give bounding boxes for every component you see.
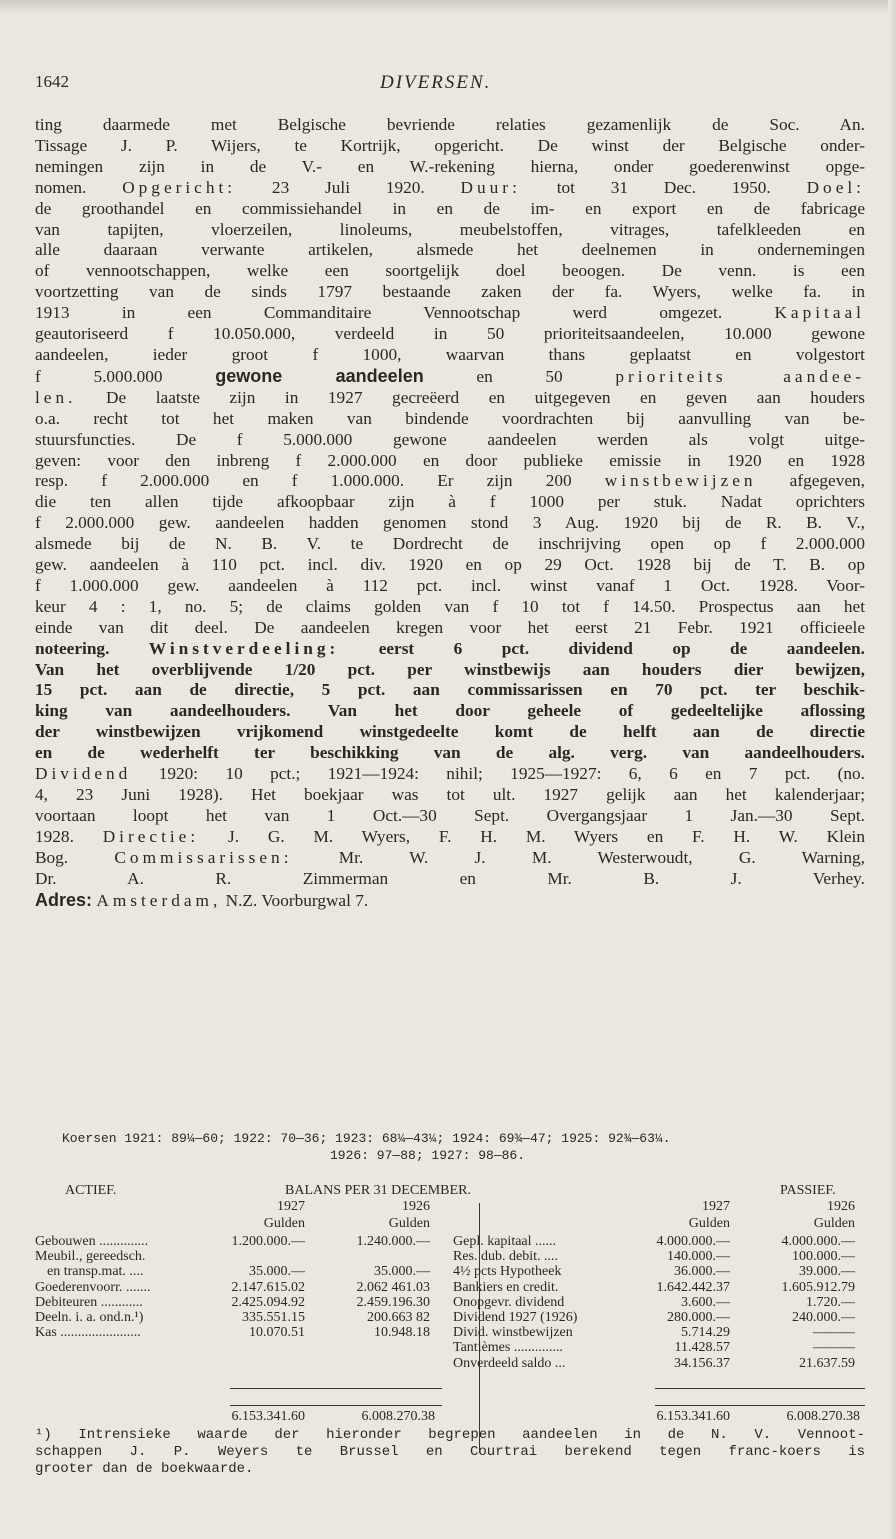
text-run: en de wederhelft ter beschikking van de alg. verg. van aandeelhouders. [35,743,865,763]
text-run: Mr. W. J. M. Westerwoudt, G. Warning, [292,847,865,867]
text-line [35,785,865,806]
text-line [35,324,865,345]
text-run: f 5.000.000 [35,366,216,386]
company-description [35,115,865,911]
passief-value-1926: ——— [813,1325,855,1341]
text-run: prioriteits aandee- [615,366,865,386]
text-run: Van het overblijvende 1/20 pct. per winstbewijs aan houders dier bewijzen, [35,659,865,679]
text-line [35,890,865,912]
actief-value-1926: 2.459.196.30 [356,1294,430,1310]
rule [655,1388,865,1389]
text-line [35,618,865,639]
passief-value-1927: 11.428.57 [674,1340,730,1356]
text-run: afgegeven, [756,471,865,491]
text-run: 1920: 10 pct.; 1921—1924: nihil; 1925—1927: 6, 6 en 7 pct. (no. [131,764,865,784]
text-line [35,576,865,597]
actief-value-1927: 35.000.— [249,1264,305,1280]
text-line [35,157,865,178]
price-history-line: Koersen 1921: 89¼—60; 1922: 70—36; 1923: 68¼—43¼; 1924: 69¾—47; 1925: 92¾—63¼. [62,1131,671,1146]
text-line [35,471,865,492]
text-run: Dividend [35,764,132,784]
text-run: en 50 [423,366,616,386]
text-run: king van aandeelhouders. Van het door geheele of gedeeltelijke aflossing [35,701,865,721]
passief-label: 4½ pcts Hypotheek [453,1264,562,1280]
page-top-edge [0,0,896,14]
text-run: geautoriseerd f 10.050.000, verdeeld in 50 prioriteitsaandeelen, 10.000 gewone [35,324,865,344]
text-run: van tapijten, vloerzeilen, linoleums, meubelstoffen, vitrages, tafelkleeden en [35,219,865,239]
passief-heading: PASSIEF. [780,1183,836,1198]
passief-value-1927: 3.600.— [681,1294,730,1310]
text-run: 1928. [35,826,103,846]
actief-value-1926: 1.240.000.— [356,1234,430,1249]
text-line [35,199,865,220]
actief-value-1926: 2.062 461.03 [356,1279,430,1295]
text-run: len. [35,387,77,407]
passief-label: Dividend 1927 (1926) [453,1310,578,1325]
year-header: 1926 [827,1199,855,1214]
unit-header: Gulden [263,1216,305,1231]
text-line [35,409,865,430]
text-run: Kapitaal [774,303,865,323]
text-line [35,827,865,848]
passief-value-1926: 1.605.912.79 [781,1279,855,1295]
unit-header: Gulden [688,1216,730,1231]
text-line [35,261,865,282]
actief-label: Kas ....................... [35,1325,141,1341]
text-line [35,240,865,261]
text-line [35,869,865,890]
passief-value-1926: ——— [813,1340,855,1356]
text-run: 1913 in een Commanditaire Vennootschap werd omgezet. [35,303,775,323]
text-line [35,660,865,681]
text-run: of vennootschappen, welke een soortgelijk doel beoogen. De venn. is een [35,261,865,281]
text-run: ting daarmede met Belgische bevriende relaties gezamenlijk de Soc. An. [35,115,865,134]
text-line [35,513,865,534]
text-run: f 2.000.000 gew. aandeelen hadden genomen stond 3 Aug. 1920 bij de R. B. V., [35,513,865,533]
text-run: alsmede bij de N. B. V. te Dordrecht de inschrijving open op f 2.000.000 [35,534,865,554]
text-run: 23 Juli 1920. [236,177,461,197]
running-title: DIVERSEN. [380,72,492,93]
text-run: Bog. [35,847,115,867]
text-line [35,345,865,366]
actief-label: Deeln. i. a. ond.n.¹) [35,1310,144,1325]
actief-value-1927: 2.425.094.92 [231,1294,305,1310]
passief-value-1927: 5.714.29 [681,1325,730,1341]
actief-label: Gebouwen .............. [35,1234,149,1249]
page-right-edge [888,0,896,1539]
page-header [35,72,865,102]
year-header: 1927 [277,1199,305,1214]
actief-label: en transp.mat. .... [47,1264,144,1280]
passief-label: Res. dub. debit. .... [453,1249,558,1265]
text-line [35,451,865,472]
actief-label: Debiteuren ............ [35,1294,143,1310]
footnote-line: grooter dan de boekwaarde. [35,1461,254,1477]
text-run: Directie: [102,826,200,846]
text-run: noteering. [35,638,149,658]
text-run: Commissarissen: [114,847,293,867]
text-line [35,848,865,869]
passief-value-1927: 1.642.442.37 [656,1279,730,1295]
passief-label: Onverdeeld saldo ... [453,1355,566,1371]
text-run: der winstbewijzen vrijkomend winstgedeelte komt de helft aan de directie [35,722,865,742]
text-run: 15 pct. aan de directie, 5 pct. aan commissarissen en 70 pct. ter beschik- [35,680,865,700]
text-run: Amsterdam, [96,890,222,910]
text-run: de groothandel en commissiehandel in en de im- en export en de fabricage [35,198,865,218]
text-run: nemingen zijn in de V.- en W.-rekening hierna, onder goederenwinst opge- [35,156,865,176]
rule [655,1405,865,1406]
text-line [35,597,865,618]
text-run: Opgericht: [122,177,237,197]
actief-total-1927: 6.153.341.60 [231,1409,305,1424]
passief-value-1927: 280.000.— [667,1310,730,1325]
actief-heading: ACTIEF. [65,1183,117,1198]
text-run: Doel: [806,177,865,197]
passief-value-1926: 1.720.— [806,1294,855,1310]
rule [230,1405,442,1406]
text-run: o.a. recht tot het maken van bindende voordrachten bij aanvulling van be- [35,408,865,428]
text-line [35,282,865,303]
text-run: Winstverdeeling: [148,638,340,658]
price-history [62,1130,862,1164]
passief-value-1927: 36.000.— [674,1264,730,1280]
text-run: nomen. [35,177,123,197]
balance-sheet [35,1183,865,1453]
text-run: Dr. A. R. Zimmerman en Mr. B. J. Verhey. [35,868,865,888]
balance-sheet-title: BALANS PER 31 DECEMBER. [285,1183,471,1198]
text-line [35,743,865,764]
text-run: 4, 23 Juni 1928). Het boekjaar was tot ult. 1927 gelijk aan het kalenderjaar; [35,785,865,804]
passief-value-1927: 34.156.37 [674,1355,730,1371]
rule [230,1388,442,1389]
text-line [35,555,865,576]
text-run: gew. aandeelen à 110 pct. incl. div. 1920 en op 29 Oct. 1928 bij de T. B. op [35,555,865,575]
text-line [35,220,865,241]
text-run: J. G. M. Wyers, F. H. M. Wyers en F. H. W. Klein [199,826,865,846]
passief-value-1927: 140.000.— [667,1249,730,1265]
text-run: Tissage J. P. Wijers, te Kortrijk, opgericht. De winst der Belgische onder- [35,135,865,155]
text-run: stuursfuncties. De f 5.000.000 gewone aandeelen werden als volgt uitge- [35,429,865,449]
text-run: aandeelen, ieder groot f 1000, waarvan thans geplaatst en volgestort [35,344,865,364]
text-line [35,492,865,513]
year-header: 1926 [402,1199,430,1214]
passief-label: Tantièmes .............. [453,1340,563,1356]
text-run: voortzetting van de sinds 1797 bestaande zaken der fa. Wyers, welke fa. in [35,282,865,302]
text-line [35,430,865,451]
text-line [35,388,865,409]
passief-value-1926: 100.000.— [792,1249,855,1265]
actief-value-1927: 1.200.000.— [231,1234,305,1249]
text-line [35,136,865,157]
text-line [35,764,865,785]
text-run: voortaan loopt het van 1 Oct.—30 Sept. Overgangsjaar 1 Jan.—30 Sept. [35,805,865,825]
passief-total-1926: 6.008.270.38 [786,1409,860,1424]
passief-value-1926: 21.637.59 [799,1355,855,1371]
text-run: Duur: [460,177,521,197]
text-run: keur 4 : 1, no. 5; de claims golden van f 10 tot f 14.50. Prospectus aan het [35,596,865,616]
footnote [35,1427,865,1478]
passief-value-1927: 4.000.000.— [656,1234,730,1249]
text-run: geven: voor den inbreng f 2.000.000 en door publieke emissie in 1920 en 1928 [35,450,865,470]
actief-value-1927: 10.070.51 [249,1325,305,1341]
text-run: De laatste zijn in 1927 gecreëerd en uitgegeven en geven aan houders [76,387,865,407]
passief-value-1926: 39.000.— [799,1264,855,1280]
text-run: gewone aandeelen [215,365,424,386]
footnote-line: ¹) Intrensieke waarde der hieronder begrepen aandeelen in de N. V. Vennoot- [35,1427,865,1443]
text-line [35,534,865,555]
text-line [35,639,865,660]
unit-header: Gulden [813,1216,855,1231]
text-run: f 1.000.000 gew. aandeelen à 112 pct. incl. winst vanaf 1 Oct. 1928. Voor- [35,575,865,595]
passief-label: Onopgevr. dividend [453,1294,565,1310]
actief-value-1926: 200.663 82 [367,1310,430,1325]
passief-value-1926: 240.000.— [792,1310,855,1325]
passief-label: Bankiers en credit. [453,1279,559,1295]
text-run: winstbewijzen [604,471,757,491]
year-header: 1927 [702,1199,730,1214]
actief-label: Goederenvoorr. ....... [35,1279,151,1295]
text-line [35,115,865,136]
passief-total-1927: 6.153.341.60 [656,1409,730,1424]
passief-label: Divid. winstbewijzen [453,1325,573,1341]
actief-total-1926: 6.008.270.38 [361,1409,435,1424]
actief-label: Meubil., gereedsch. [35,1249,146,1265]
actief-value-1927: 2.147.615.02 [231,1279,305,1295]
text-run: resp. f 2.000.000 en f 1.000.000. Er zijn 200 [35,471,605,491]
actief-value-1926: 35.000.— [374,1264,430,1280]
text-line [35,722,865,743]
text-run: eerst 6 pct. dividend op de aandeelen. [339,638,865,658]
passief-value-1926: 4.000.000.— [781,1234,855,1249]
page-number: 1642 [35,72,69,91]
passief-label: Gepl. kapitaal ...... [453,1234,557,1249]
text-line [35,303,865,324]
text-line [35,806,865,827]
footnote-line: schappen J. P. Weyers te Brussel en Courtrai berekend tegen franc-koers is [35,1444,865,1460]
text-run: die ten allen tijde afkoopbaar zijn à f 1000 per stuk. Nadat oprichters [35,492,865,512]
text-run: alle daaraan verwante artikelen, alsmede het deelnemen in ondernemingen [35,240,865,260]
text-run: N.Z. Voorburgwal 7. [221,890,369,910]
text-line [35,178,865,199]
text-line [35,680,865,701]
actief-value-1926: 10.948.18 [374,1325,430,1341]
text-run: einde van dit deel. De aandeelen kregen voor het eerst 21 Febr. 1921 officieele [35,617,865,637]
actief-value-1927: 335.551.15 [242,1310,305,1325]
unit-header: Gulden [388,1216,430,1231]
text-line [35,366,865,388]
text-run: tot 31 Dec. 1950. [520,177,807,197]
text-line [35,701,865,722]
text-run: Adres: [35,889,93,910]
price-history-line: 1926: 97—88; 1927: 98—86. [330,1148,526,1163]
